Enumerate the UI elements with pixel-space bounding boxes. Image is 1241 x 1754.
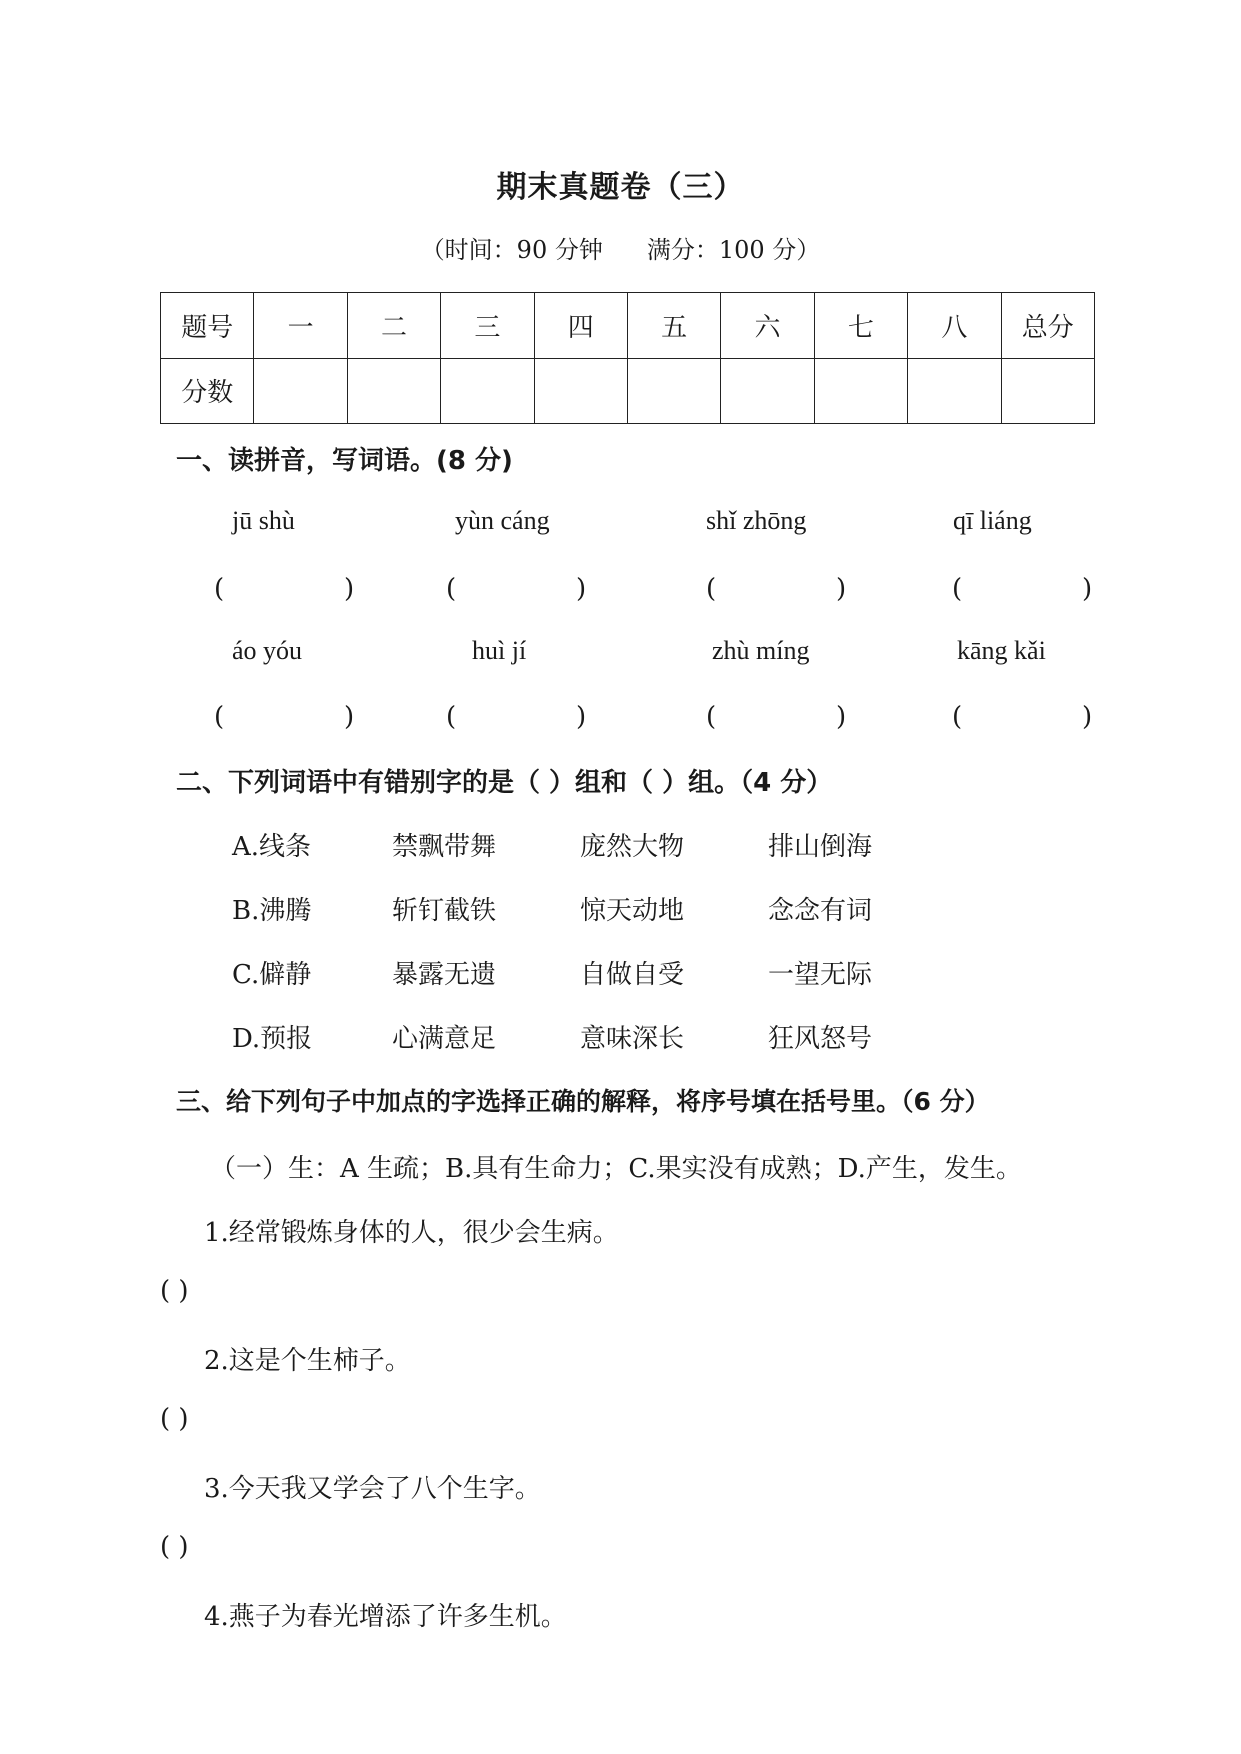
full-score: 满分：100 分） (646, 236, 821, 264)
answer-close-paren: ) (344, 574, 355, 604)
answer-open-paren: ( (446, 574, 457, 604)
question-item: 3.今天我又学会了八个生字。 (204, 1474, 541, 1504)
score-row-label: 分数 (161, 358, 254, 424)
question-item: 4.燕子为春光增添了许多生机。 (204, 1602, 567, 1632)
word-item: 排山倒海 (768, 832, 873, 862)
word-item: 自做自受 (580, 960, 685, 990)
score-cell[interactable] (347, 358, 440, 424)
header-cell: 题号 (161, 293, 254, 359)
page-title: 期末真题卷（三） (496, 170, 745, 205)
question-item: 1.经常锻炼身体的人，很少会生病。 (204, 1218, 619, 1248)
word-item: 庞然大物 (580, 832, 685, 862)
pinyin-item: zhù míng (712, 636, 810, 665)
pinyin-item: jū shù (232, 506, 295, 535)
header-cell: 六 (721, 293, 814, 359)
score-cell[interactable] (908, 358, 1001, 424)
answer-open-paren: ( (214, 702, 225, 732)
word-item: 斩钉截铁 (392, 896, 497, 926)
answer-open-paren: ( (706, 702, 717, 732)
answer-close-paren: ) (576, 702, 587, 732)
answer-close-paren: ) (836, 574, 847, 604)
word-item: 心满意足 (392, 1024, 497, 1054)
pinyin-item: yùn cáng (455, 506, 550, 535)
option-label: C.僻静 (232, 960, 312, 990)
header-cell: 五 (627, 293, 720, 359)
header-cell: 四 (534, 293, 627, 359)
answer-close-paren: ) (1082, 574, 1093, 604)
answer-blank[interactable]: ( ) (160, 1532, 189, 1562)
section3-heading: 三、给下列句子中加点的字选择正确的解释，将序号填在括号里。（6 分） (176, 1087, 990, 1116)
score-cell[interactable] (534, 358, 627, 424)
pinyin-item: áo yóu (232, 636, 303, 665)
answer-open-paren: ( (446, 702, 457, 732)
word-item: 一望无际 (768, 960, 873, 990)
section1-heading: 一、读拼音，写词语。(8 分) (176, 446, 513, 476)
definition-list: （一）生：A 生疏；B.具有生命力；C.果实没有成熟；D.产生，发生。 (210, 1154, 1022, 1184)
header-cell: 二 (347, 293, 440, 359)
word-item: 念念有词 (768, 896, 873, 926)
exam-info (0, 230, 1241, 265)
answer-close-paren: ) (344, 702, 355, 732)
answer-close-paren: ) (836, 702, 847, 732)
answer-open-paren: ( (952, 702, 963, 732)
word-item: 意味深长 (580, 1024, 685, 1054)
header-cell: 一 (254, 293, 347, 359)
pinyin-item: qī liáng (953, 506, 1032, 535)
answer-close-paren: ) (1082, 702, 1093, 732)
score-cell[interactable] (814, 358, 907, 424)
answer-open-paren: ( (952, 574, 963, 604)
score-cell[interactable] (1001, 358, 1094, 424)
header-cell: 八 (908, 293, 1001, 359)
time-limit: （时间：90 分钟 (420, 236, 603, 264)
pinyin-item: shǐ zhōng (706, 506, 807, 535)
option-label: B.沸腾 (232, 896, 312, 926)
header-cell: 总分 (1001, 293, 1094, 359)
score-table-score-row (161, 358, 1095, 424)
answer-blank[interactable]: ( ) (160, 1404, 189, 1434)
question-item: 2.这是个生柿子。 (204, 1346, 411, 1376)
answer-open-paren: ( (214, 574, 225, 604)
word-item: 狂风怒号 (768, 1024, 873, 1054)
score-cell[interactable] (627, 358, 720, 424)
option-label: D.预报 (232, 1024, 313, 1054)
score-cell[interactable] (441, 358, 534, 424)
score-cell[interactable] (254, 358, 347, 424)
header-cell: 三 (441, 293, 534, 359)
score-cell[interactable] (721, 358, 814, 424)
pinyin-item: huì jí (472, 636, 527, 665)
score-table (160, 292, 1095, 424)
option-label: A.线条 (232, 832, 312, 862)
header-cell: 七 (814, 293, 907, 359)
section2-heading: 二、下列词语中有错别字的是（ ）组和（ ）组。（4 分） (176, 768, 833, 798)
word-item: 惊天动地 (580, 896, 685, 926)
answer-close-paren: ) (576, 574, 587, 604)
answer-open-paren: ( (706, 574, 717, 604)
score-table-header-row (161, 293, 1095, 359)
word-item: 暴露无遗 (392, 960, 497, 990)
pinyin-item: kāng kǎi (957, 636, 1046, 665)
word-item: 禁飘带舞 (392, 832, 497, 862)
answer-blank[interactable]: ( ) (160, 1276, 189, 1306)
